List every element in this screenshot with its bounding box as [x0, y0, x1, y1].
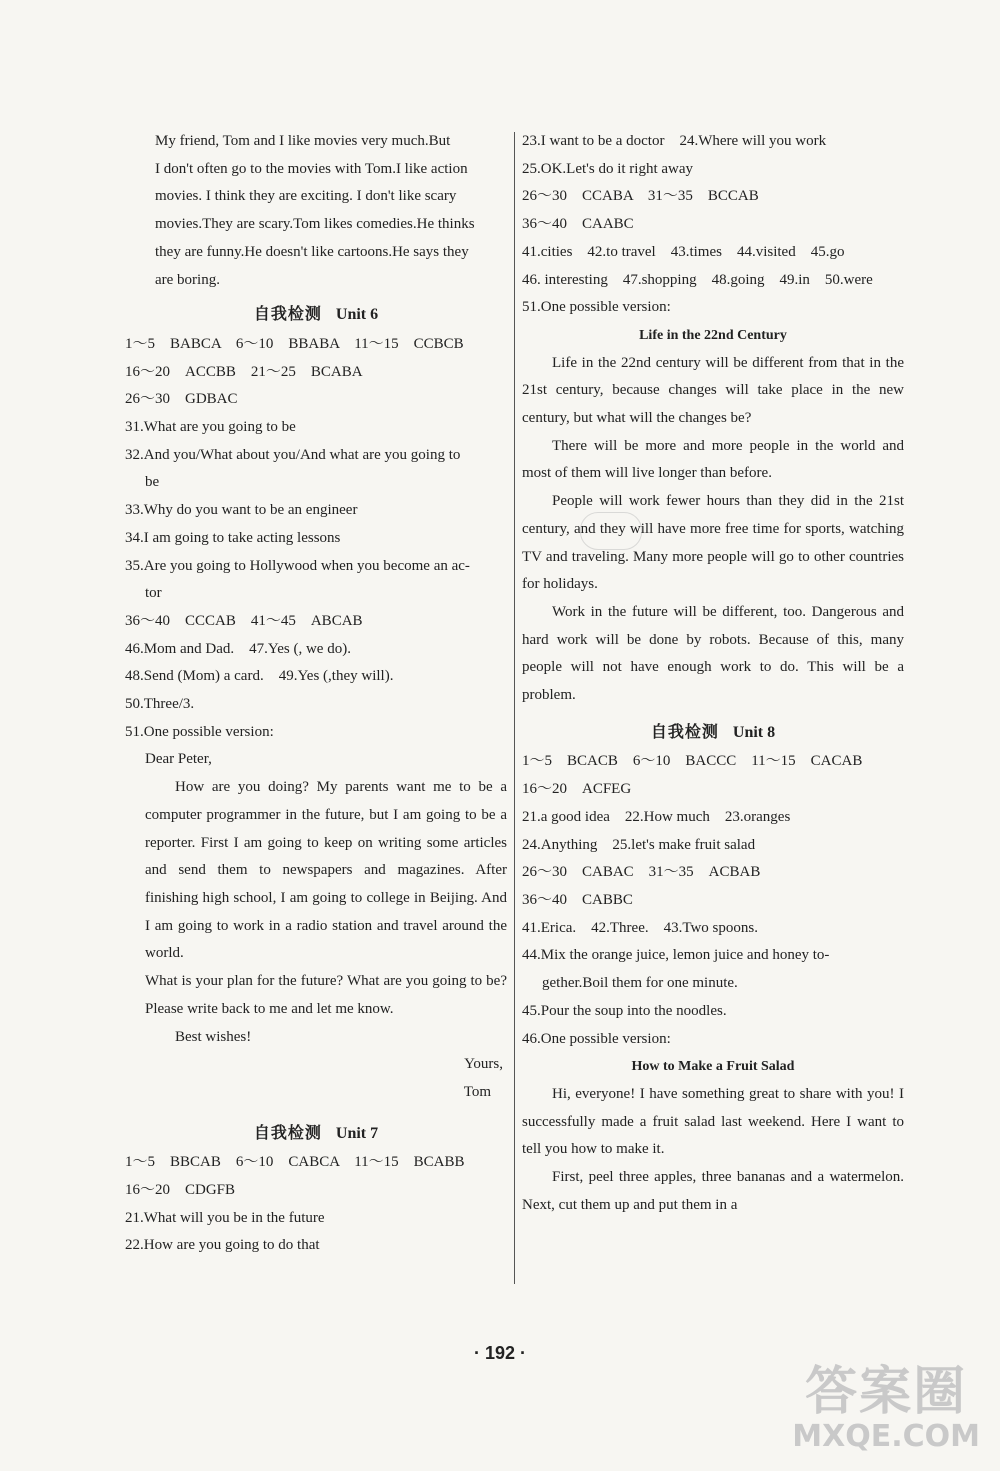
watermark-url: MXQE.COM: [792, 1419, 980, 1454]
text-line: I don't often go to the movies with Tom.I like action: [155, 160, 468, 177]
answer-line: 1～5 BCACB 6～10 BACCC 11～15 CACAB: [522, 753, 863, 770]
answer-line: 16～20 ACFEG: [522, 781, 632, 798]
right-column: [522, 128, 904, 1219]
letter-signature: [125, 1051, 507, 1106]
unit7-heading: [125, 1107, 507, 1150]
essay-paragraph: There will be more and more people in the world and most of them will live longer than before.: [522, 437, 904, 482]
answer-line: 45.Pour the soup into the noodles.: [522, 1002, 727, 1019]
answer-line: 48.Send (Mom) a card. 49.Yes (,they will).: [125, 668, 394, 685]
text-line: movies.They are scary.Tom likes comedies.He thinks: [155, 216, 475, 233]
answer-line: 46.One possible version:: [522, 1030, 671, 1047]
essay-paragraph: Work in the future will be different, too. Dangerous and hard work will be done by robots. Because of this, many people will not have enough work to do. This will be a problem.: [522, 603, 904, 704]
answer-line: 24.Anything 25.let's make fruit salad: [522, 836, 756, 853]
answer-line: 35.Are you going to Hollywood when you become an ac-: [125, 557, 470, 574]
column-divider: [514, 132, 515, 1284]
answer-line: 51.One possible version:: [125, 723, 274, 740]
answer-line: 16～20 CDGFB: [125, 1182, 236, 1199]
answer-line: 22.How are you going to do that: [125, 1237, 320, 1254]
answer-line: 21.What will you be in the future: [125, 1209, 325, 1226]
unit8-heading: [522, 710, 904, 749]
answer-line: 23.I want to be a doctor 24.Where will you work: [522, 133, 827, 149]
answer-line: be: [145, 474, 160, 491]
answer-line: 50.Three/3.: [125, 696, 195, 713]
answer-line: 1～5 BABCA 6～10 BBABA 11～15 CCBCB: [125, 335, 464, 352]
answer-line: 41.cities 42.to travel 43.times 44.visited 45.go: [522, 243, 845, 260]
answer-line: 33.Why do you want to be an engineer: [125, 502, 358, 519]
letter-body: How are you doing? My parents want me to be a computer programmer in the future, but I am going to be a reporter. First I am going to keep on writing some articles and send them to newspapers and magazines. After finishing high school, I am going to college in Beijing. And I am going to work in a radio station and travel around the world.: [145, 779, 507, 962]
answer-line: 31.What are you going to be: [125, 419, 296, 436]
answer-line: 16～20 ACCBB 21～25 BCABA: [125, 363, 363, 380]
heading-cn: 自我检测: [650, 721, 719, 741]
essay-paragraph: Life in the 22nd century will be different from that in the 21st century, because changes will take place in the new century, but what will the changes be?: [522, 354, 904, 427]
text-line: My friend, Tom and I like movies very much.But: [155, 133, 451, 149]
text-line: are boring.: [155, 271, 220, 288]
essay-paragraph: Hi, everyone! I have something great to share with you! I successfully made a fruit salad last weekend. Here I want to tell you how to make it.: [522, 1085, 904, 1158]
essay-paragraph: People will work fewer hours than they did in the 21st century, and they will have more free time for sports, watching TV and traveling. Many more people will go to other countries for holidays.: [522, 493, 904, 593]
essay-paragraph: First, peel three apples, three bananas and a watermelon. Next, cut them up and put them in a: [522, 1169, 904, 1213]
answer-line: 46.Mom and Dad. 47.Yes (, we do).: [125, 640, 351, 657]
unit6-heading: [125, 294, 507, 331]
letter-closing: Best wishes!: [175, 1028, 252, 1045]
letter-question: What is your plan for the future? What are you going to be? Please write back to me and let me know.: [145, 973, 507, 1017]
answer-line: 36～40 CABBC: [522, 891, 633, 908]
answer-line: 51.One possible version:: [522, 299, 671, 316]
watermark-logo: [792, 1363, 980, 1453]
letter-salutation: Dear Peter,: [145, 751, 212, 768]
answer-line: 41.Erica. 42.Three. 43.Two spoons.: [522, 919, 758, 936]
answer-line: 36～40 CAABC: [522, 216, 634, 233]
heading-en: Unit 8: [732, 723, 776, 741]
page-number: · 192 ·: [473, 1343, 527, 1363]
tom-letter: [125, 128, 507, 294]
watermark-cn: 答案圈: [805, 1362, 968, 1422]
essay-title: Life in the 22nd Century: [639, 327, 787, 343]
answer-line: 32.And you/What about you/And what are you going to: [125, 446, 461, 463]
signature-line: Yours,: [464, 1056, 503, 1073]
essay-title: How to Make a Fruit Salad: [631, 1059, 795, 1075]
heading-en: Unit 7: [335, 1124, 379, 1142]
signature-name: Tom: [463, 1083, 491, 1100]
answer-line: 26～30 CCABA 31～35 BCCAB: [522, 188, 759, 205]
heading-cn: 自我检测: [253, 1122, 322, 1142]
answer-line: 1～5 BBCAB 6～10 CABCA 11～15 BCABB: [125, 1154, 465, 1171]
answer-line: 44.Mix the orange juice, lemon juice and honey to-: [522, 947, 830, 964]
answer-line: tor: [145, 585, 162, 602]
heading-en: Unit 6: [335, 306, 379, 324]
answer-line: 26～30 GDBAC: [125, 391, 238, 408]
answer-line: 36～40 CCCAB 41～45 ABCAB: [125, 612, 363, 629]
left-column: [125, 128, 507, 1260]
answer-line: gether.Boil them for one minute.: [542, 975, 738, 992]
answer-line: 25.OK.Let's do it right away: [522, 160, 694, 177]
answer-line: 21.a good idea 22.How much 23.oranges: [522, 808, 791, 825]
text-line: they are funny.He doesn't like cartoons.He says they: [155, 243, 469, 260]
answer-line: 26～30 CABAC 31～35 ACBAB: [522, 864, 761, 881]
answer-line: 46. interesting 47.shopping 48.going 49.in 50.were: [522, 271, 873, 288]
heading-cn: 自我检测: [253, 304, 322, 324]
answer-line: 34.I am going to take acting lessons: [125, 529, 341, 546]
text-line: movies. I think they are exciting. I don't like scary: [155, 188, 457, 205]
